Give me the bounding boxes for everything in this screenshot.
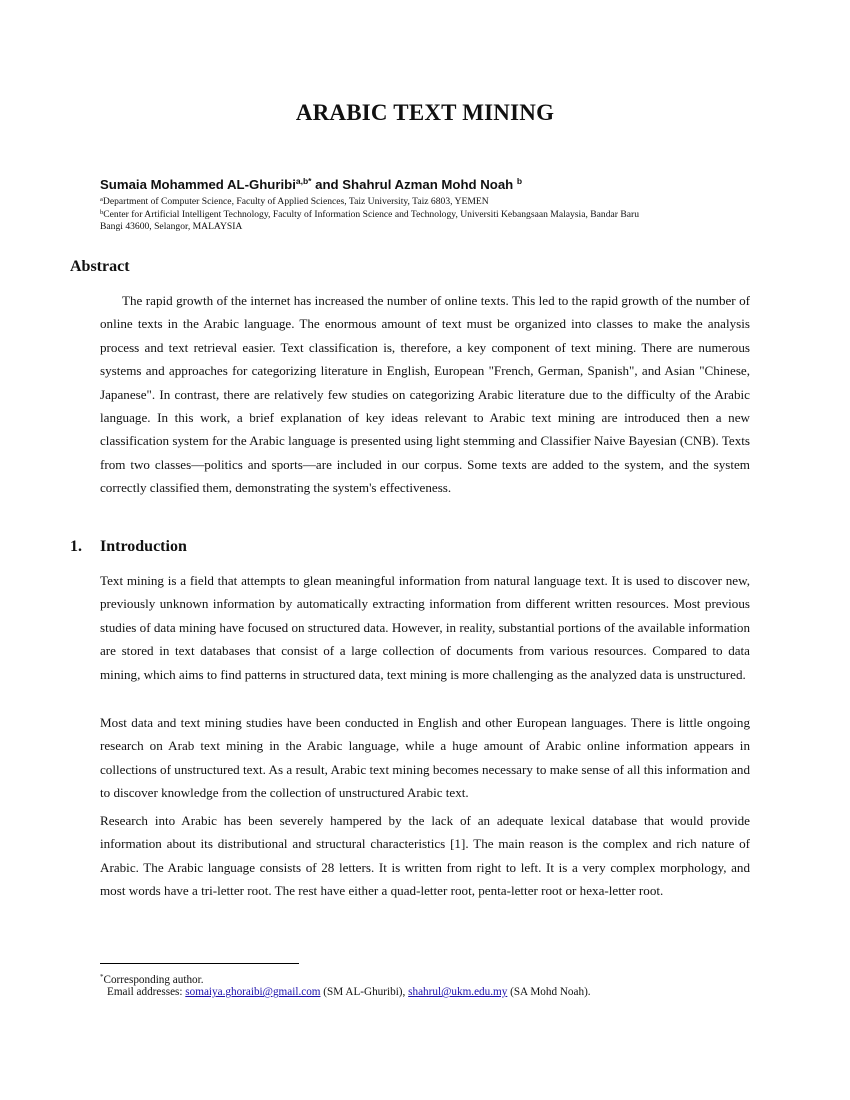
footnote-emails [107, 985, 591, 999]
affiliation-text: Department of Computer Science, Faculty of Applied Sciences, Taiz University, Taiz 6803, YEMEN [102, 196, 489, 207]
author-name: Shahrul Azman Mohd Noah [342, 177, 514, 192]
affiliation-a [100, 194, 660, 208]
author-line [100, 176, 522, 192]
abstract-text: The rapid growth of the internet has increased the number of online texts. This led to the rapid growth of the number of online texts in the Arabic language. The enormous amount of text must be organized into classes to make the analysis process and text retrieval easier. Text classification is, therefore, a key component of text mining. There are numerous systems and approaches for categorizing literature in English, European "French, German, Spanish", and Asian "Chinese, Japanese". In contrast, there are relatively few studies on categorizing Arabic literature due to the difficulty of the Arabic language. In this work, a brief explanation of key ideas relevant to Arabic text mining are introduced then a new classification system for the Arabic language is presented using light stemming and Classifier Naive Bayesian (CNB). Texts from two classes—politics and sports—are included in our corpus. Some texts are added to the system, and the system correctly classified them, demonstrating the system's effectiveness. [100, 293, 750, 496]
email-owner-1: (SM AL-Ghuribi), [323, 986, 406, 998]
email-owner-2: (SA Mohd Noah). [510, 986, 591, 998]
footnote-label: Corresponding author. [103, 974, 204, 986]
intro-paragraph: Most data and text mining studies have been conducted in English and other European languages. There is little ongoing research on Arab text mining in the Arabic language, while a huge amount of Arabic online information appears in collections of unstructured text. As a result, Arabic text mining becomes necessary to make sense of all this information and to discover knowledge from the collection of unstructured Arabic text. [100, 715, 750, 801]
affiliation-text: Center for Artificial Intelligent Technology, Faculty of Information Science and Technology, Universiti Kebangsaan Malaysia, Bandar Baru Bangi 43600, Selangor, MALAYSIA [100, 209, 639, 232]
author-name: Sumaia Mohammed AL-Ghuribi [100, 177, 296, 192]
email-link-2[interactable]: shahrul@ukm.edu.my [408, 986, 508, 998]
section-number: 1. [70, 538, 82, 555]
affiliation-mark: a [100, 196, 103, 203]
email-link-1[interactable]: somaiya.ghoraibi@gmail.com [185, 986, 321, 998]
intro-paragraph: Research into Arabic has been severely hampered by the lack of an adequate lexical database that would provide information about its distributional and structural characteristics [1]. The main reason is the complex and rich nature of Arabic. The Arabic language consists of 28 letters. It is written from right to left. It is a very complex morphology, and most words have a tri-letter root. The rest have either a quad-letter root, penta-letter root or hexa-letter root. [100, 813, 750, 899]
author-conjunction: and [315, 177, 339, 192]
author-affiliation-mark: a,b* [295, 176, 312, 186]
abstract-heading: Abstract [70, 258, 130, 275]
section-heading-introduction [70, 538, 187, 556]
affiliation-b [100, 207, 660, 233]
intro-paragraph: Text mining is a field that attempts to glean meaningful information from natural language text. It is used to discover new, previously unknown information by automatically extracting information from different written resources. Most previous studies of data mining have focused on structured data. However, in reality, substantial portions of the available information are stored in text databases that consist of a large collection of documents from various resources. Compared to data mining, which aims to find patterns in structured data, text mining is more challenging as the analyzed data is unstructured. [100, 573, 750, 682]
affiliation-mark: b [100, 209, 104, 216]
author-affiliation-mark: b [516, 176, 523, 186]
email-prefix: Email addresses: [107, 986, 183, 998]
footnote-separator [100, 963, 299, 964]
footnote-mark: * [100, 973, 104, 981]
paper-title: ARABIC TEXT MINING [295, 100, 555, 125]
section-title: Introduction [100, 538, 187, 555]
